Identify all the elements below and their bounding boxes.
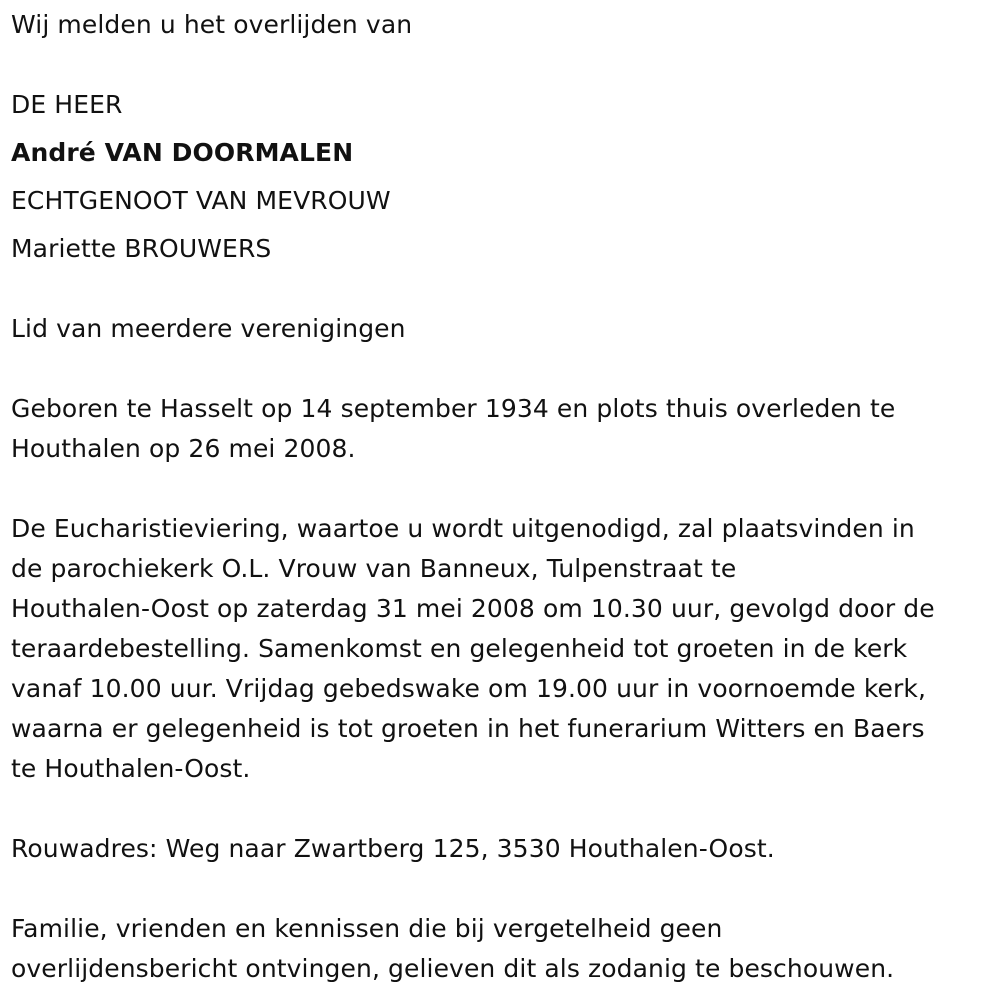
ceremony-line-5: vanaf 10.00 uur. Vrijdag gebedswake om 19.00 uur in voornoemde kerk, [11, 674, 926, 703]
intro-text: Wij melden u het overlijden van [11, 10, 413, 39]
birth-death-line-1: Geboren te Hasselt op 14 september 1934 en plots thuis overleden te [11, 394, 896, 423]
ceremony-line-4: teraardebestelling. Samenkomst en gelegenheid tot groeten in de kerk [11, 634, 908, 663]
title-text: DE HEER [11, 90, 123, 119]
ceremony-line-7: te Houthalen-Oost. [11, 754, 251, 783]
ceremony-line-3: Houthalen-Oost op zaterdag 31 mei 2008 om 10.30 uur, gevolgd door de [11, 594, 935, 623]
ceremony-line-6: waarna er gelegenheid is tot groeten in het funerarium Witters en Baers [11, 714, 925, 743]
spouse-name: Mariette BROUWERS [11, 234, 272, 263]
birth-death-line-2: Houthalen op 26 mei 2008. [11, 434, 356, 463]
relation-text: ECHTGENOOT VAN MEVROUW [11, 186, 391, 215]
deceased-name: André VAN DOORMALEN [11, 138, 354, 167]
notice-line-2: overlijdensbericht ontvingen, gelieven dit als zodanig te beschouwen. [11, 954, 895, 983]
membership-text: Lid van meerdere verenigingen [11, 314, 406, 343]
address-text: Rouwadres: Weg naar Zwartberg 125, 3530 Houthalen-Oost. [11, 834, 775, 863]
notice-line-1: Familie, vrienden en kennissen die bij vergetelheid geen [11, 914, 723, 943]
ceremony-line-1: De Eucharistieviering, waartoe u wordt uitgenodigd, zal plaatsvinden in [11, 514, 915, 543]
ceremony-line-2: de parochiekerk O.L. Vrouw van Banneux, Tulpenstraat te [11, 554, 737, 583]
